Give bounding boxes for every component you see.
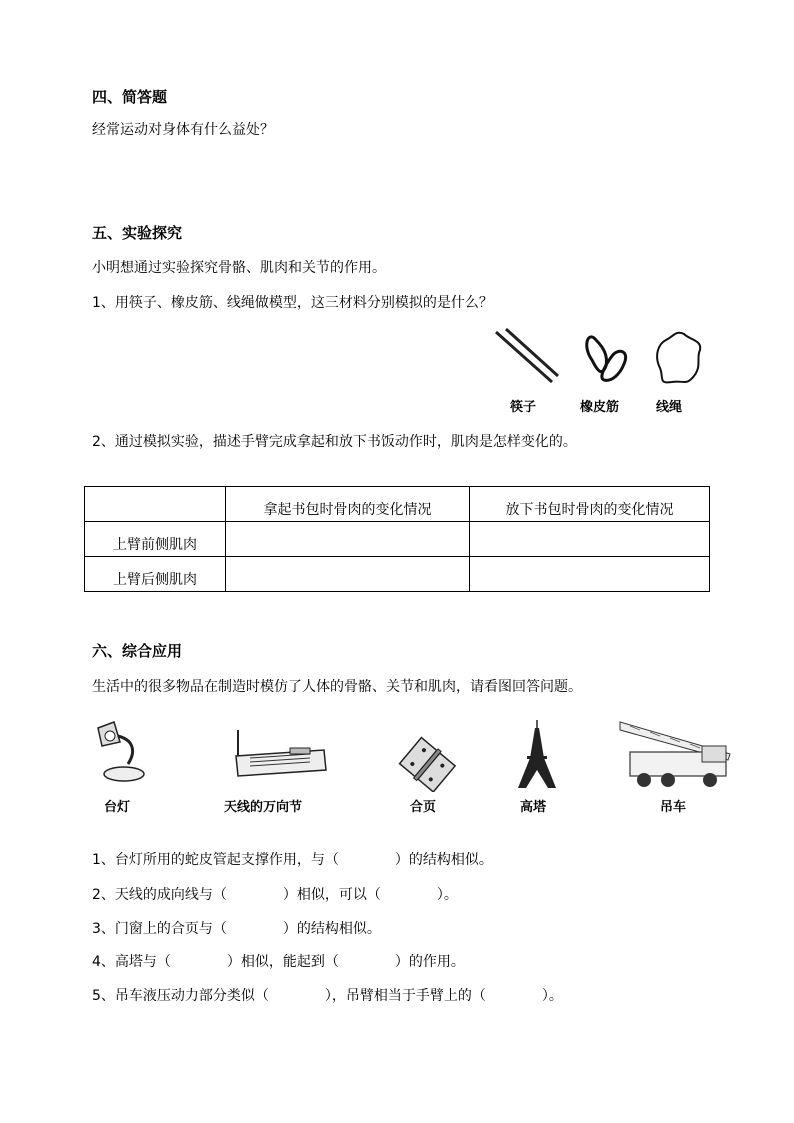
- item-label: 台灯: [104, 800, 131, 815]
- string-illustration: [657, 333, 700, 383]
- antenna-router-illustration: [230, 726, 330, 782]
- application-question-4: 4、高塔与（ ）相似，能起到（ ）的作用。: [92, 954, 465, 970]
- section5-question-1: 1、用筷子、橡皮筋、线绳做模型，这三材料分别模拟的是什么？: [92, 295, 493, 311]
- table-header-row: [85, 487, 710, 522]
- table-row: [85, 557, 710, 592]
- table-row-label: 上臂前侧肌肉: [85, 522, 226, 557]
- application-question-5: 5、吊车液压动力部分类似（ ），吊臂相当于手臂上的（ ）。: [92, 988, 563, 1004]
- material-label-1: 筷子: [510, 400, 537, 415]
- item-label: 天线的万向节: [224, 800, 303, 815]
- table-row-label: 上臂后侧肌肉: [85, 557, 226, 592]
- section5-question-2: 2、通过模拟实验，描述手臂完成拿起和放下书饭动作时，肌肉是怎样变化的。: [92, 434, 577, 450]
- hinge-illustration: [398, 736, 458, 792]
- table-cell-answer[interactable]: [470, 522, 710, 557]
- item-label: 高塔: [520, 800, 547, 815]
- table-cell-answer[interactable]: [226, 522, 470, 557]
- section4-question: 经常运动对身体有什么益处？: [92, 122, 274, 138]
- desk-lamp-illustration: [90, 718, 150, 784]
- item-label: 吊车: [660, 800, 687, 815]
- crane-truck-illustration: [610, 712, 740, 792]
- table-header-cell: 拿起书包时骨肉的变化情况: [226, 487, 470, 522]
- application-question-1: 1、台灯所用的蛇皮管起支撑作用，与（ ）的结构相似。: [92, 852, 493, 868]
- section4-title: 四、简答题: [92, 88, 168, 106]
- chopsticks-illustration: [496, 329, 558, 382]
- material-label-3: 线绳: [656, 400, 683, 415]
- item-label: 合页: [410, 800, 437, 815]
- table-header-cell: [85, 487, 226, 522]
- rubber-band-illustration: [587, 337, 626, 380]
- section5-title: 五、实验探究: [92, 224, 183, 242]
- table-row: [85, 522, 710, 557]
- material-label-2: 橡皮筋: [580, 400, 620, 415]
- table-cell-answer[interactable]: [470, 557, 710, 592]
- application-question-3: 3、门窗上的合页与（ ）的结构相似。: [92, 921, 381, 937]
- section5-intro: 小明想通过实验探究骨骼、肌肉和关节的作用。: [92, 260, 386, 276]
- table-header-cell: 放下书包时骨肉的变化情况: [470, 487, 710, 522]
- application-question-2: 2、天线的成向线与（ ）相似，可以（ ）。: [92, 887, 458, 903]
- section6-title: 六、综合应用: [92, 642, 183, 660]
- table-cell-answer[interactable]: [226, 557, 470, 592]
- muscle-change-table: [84, 486, 710, 592]
- section6-intro: 生活中的很多物品在制造时模仿了人体的骨骼、关节和肌肉，请看图回答问题。: [92, 679, 582, 695]
- materials-figure: [490, 326, 710, 390]
- tower-illustration: [512, 718, 562, 790]
